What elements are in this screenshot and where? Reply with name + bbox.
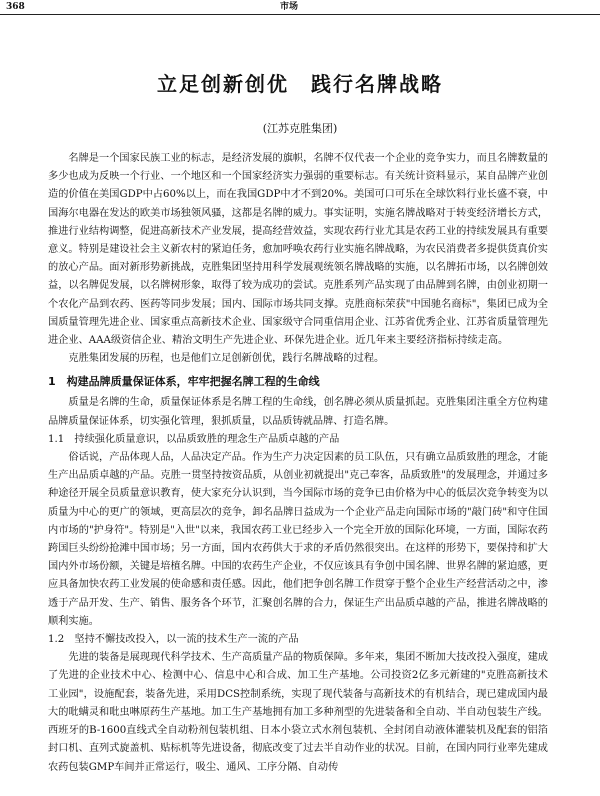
article-title: 立足创新创优 践行名牌战略 — [157, 72, 443, 96]
page-header — [0, 0, 600, 15]
intro-paragraph: 克胜集团发展的历程，也是他们立足创新创优，践行名牌战略的过程。 — [68, 353, 385, 365]
article-body — [48, 150, 548, 777]
article-organization: (江苏克胜集团) — [262, 122, 338, 135]
subsection-heading: 1.2 坚持不懈技改投入，以一流的技术生产一流的产品 — [48, 634, 299, 646]
section-heading: 1 构建品牌质量保证体系，牢牢把握名牌工程的生命线 — [48, 375, 320, 389]
section-name: 市场 — [280, 2, 299, 12]
subsection-heading: 1.1 持续强化质量意识，以品质致胜的理念生产品质卓越的产品 — [48, 433, 340, 445]
intro-paragraph: 名牌是一个国家民族工业的标志，是经济发展的旗帜，名牌不仅代表一个企业的竞争实力，而且名牌数量的多少也成为反映一个行业、一个地区和一个国家经济实力强弱的重要标志。有关统计资料显示，某自品牌产业创造的价值在美国GDP中占60%以上，而在我国GDP中才不到20%。美国可口可乐在全球饮料行业长盛不衰，中国海尔电器在发达的欧美市场独领风骚，这都是名牌的威力。事实证明，实施名牌战略对于转变经济增长方式，推进行业结构调整，促进高新技术产业发展，提高经营效益，实现农药行业尤其是农药工业的持续发展具有重要意义。特别是建设社会主义新农村的紧迫任务，愈加呼唤农药行业实施名牌战略，为农民消费者多提供货真价实的放心产品。面对新形势新挑战，克胜集团坚持用科学发展观统领名牌战略的实施，以名牌拓市场，以名牌创效益，以名牌促发展，以名牌树形象，取得了较为成功的尝试。克胜系列产品实现了由品牌到名牌，由创业初期一个农化产品到农药、医药等同步发展；国内、国际市场共同支撑。克胜商标荣获"中国驰名商标"，集团已成为全国质量管理先进企业、国家重点高新技术企业、国家级守合同重信用企业、江苏省优秀企业、江苏省质量管理先进企业、AAA级资信企业、精治文明生产先进企业、环保先进企业。近几年来主要经济指标持续走高。 — [48, 153, 548, 347]
subsection-paragraph: 先进的装备是展现现代科学技术、生产高质量产品的物质保障。多年来，集团不断加大技改投入强度，建成了先进的企业技术中心、检测中心、信息中心和合成、加工生产基地。公司投资2亿多元新建的"克胜高新技术工业园"，设施配套，装备先进，采用DCS控制系统，实现了现代装备与高新技术的有机结合，现已建成国内最大的吡螨灵和吡虫啉原药生产基地。加工生产基地拥有加工多种剂型的先进装备和全自动、半自动包装生产线。西班牙的B-1600直线式全自动粉剂包装机组、日本小袋立式水剂包装机、全封闭自动液体灌装机及配套的铝箔封口机、直列式旋盖机、贴标机等先进设备，彻底改变了过去半自动作业的状况。目前，在国内同行业率先建成农药包装GMP车间并正常运行，吸尘、通风、工序分隔、自动传 — [48, 652, 548, 773]
page-number: 368 — [6, 2, 25, 12]
subsection-paragraph: 俗话说，产品体现人品，人品决定产品。作为生产力决定因素的员工队伍，只有确立品质致胜的理念，才能生产出品质卓越的产品。克胜一贯坚持按资品质，从创业初就提出"克己奉客，品质致胜"的发展理念，并通过多种途径开展全员质量意识教育，使大家充分认识到，当今国际市场的竞争已由价格为中心的低层次竞争转变为以质量为中心的更广的领域，更高层次的竞争，卸名品牌日益成为一个企业产品走向国际市场的"敲门砖"和守住国内市场的"护身符"。特别是"入世"以来，我国农药工业已经步入一个完全开放的国际化环境，一方面，国际农药跨国巨头纷纷抢滩中国市场；另一方面，国内农药供大于求的矛盾仍然很突出。在这样的形势下，要保持和扩大国内外市场份额，关键是培植名牌。中国的农药生产企业，不仅应该具有争创中国名牌、世界名牌的紧迫感，更应具备加快农药工业发展的使命感和责任感。因此，他们把争创名牌工作贯穿于整个企业生产经营活动之中，渗透于产品开发、生产、销售、服务各个环节，汇聚创名牌的合力，保证生产出品质卓越的产品，推进名牌战略的顺利实施。 — [48, 452, 548, 627]
section-paragraph: 质量是名牌的生命，质量保证体系是名牌工程的生命线，创名牌必须从质量抓起。克胜集团注重全方位构建品牌质量保证体系，切实强化管理，狠抓质量，以品质铸就品牌、打造名牌。 — [48, 397, 548, 427]
